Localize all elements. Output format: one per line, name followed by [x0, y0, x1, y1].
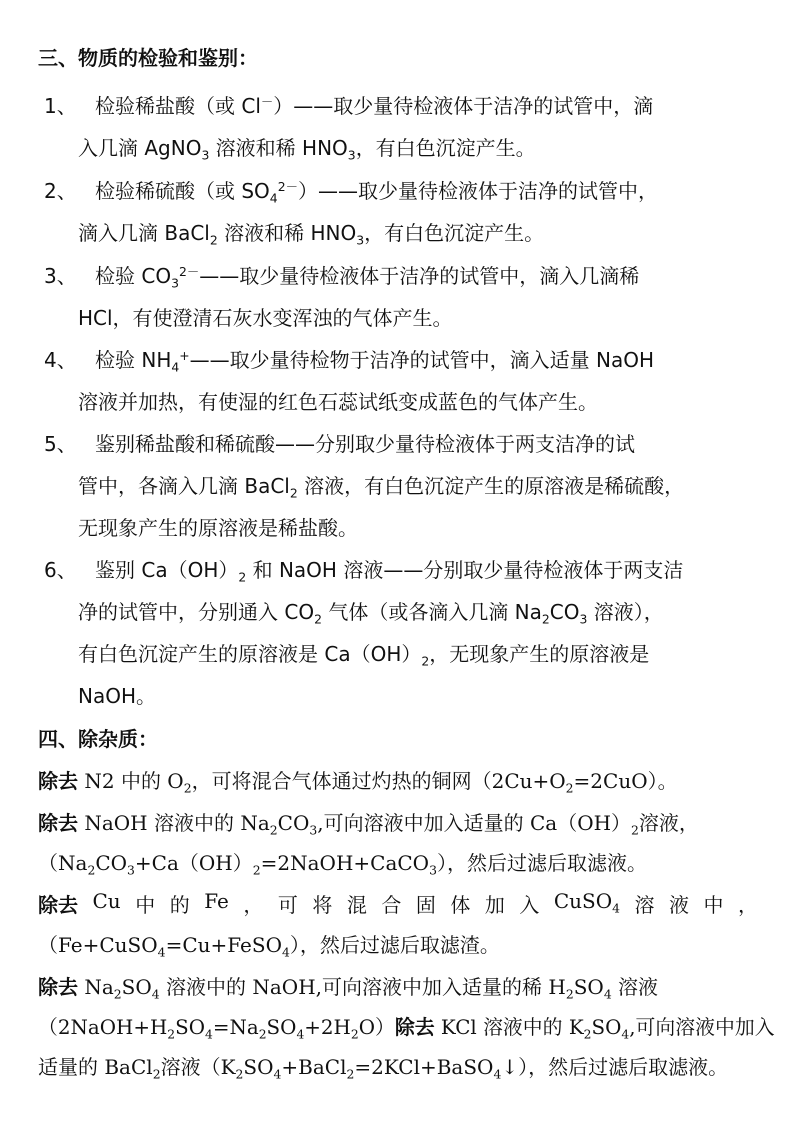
item-text-line: 鉴别稀盐酸和稀硫酸——分别取少量待检液体于两支洁净的试: [95, 432, 635, 456]
impurity-removal-paragraph: 除去 N2 中的 $O_2$，可将混合气体通过灼热的铜网$(2Cu+O_2=2CuO)$。: [38, 769, 678, 796]
item-number: 2、: [44, 179, 77, 203]
item-text-line: 管中，各滴入几滴 BaCl$_2$ 溶液，有白色沉淀产生的原溶液是稀硫酸，: [78, 474, 685, 501]
item-text-line: 检验稀盐酸（或 Cl－）——取少量待检液体于洁净的试管中，滴: [95, 94, 654, 118]
paragraph-line: $(2NaOH+H_2SO_4=Na_2SO_4+2H_2O)$除去 KCl 溶液中的 $K_2SO_4$,可向溶液中加入: [38, 1015, 775, 1042]
item-text-line: 检验 $NH_4^+——$取少量待检物于洁净的试管中，滴入适量 NaOH: [95, 348, 654, 375]
item-text-line: 检验稀硫酸（或 $SO_4^{2-})——$取少量待检液体于洁净的试管中，: [95, 179, 658, 206]
section4-heading: 四、除杂质：: [38, 727, 158, 751]
item-number: 6、: [44, 558, 77, 582]
item-text-line: HCl，有使澄清石灰水变浑浊的气体产生。: [78, 306, 453, 330]
item-text-line: NaOH。: [78, 684, 156, 708]
item-text-line: 鉴别 $Ca(OH)_2$ 和 NaOH 溶液——分别取少量待检液体于两支洁: [95, 558, 684, 585]
paragraph-line: 除去 Cu 中 的 Fe ， 可 将 混 合 固 体 加 入 CuSO$_4$ 溶 液 中 ，: [38, 889, 758, 917]
item-text-line: 滴入几滴 BaCl$_2$ 溶液和稀 $HNO_3$，有白色沉淀产生。: [78, 221, 545, 248]
item-text-line: 有白色沉淀产生的原溶液是 $Ca(OH)_2$，无现象产生的原溶液是: [78, 642, 650, 669]
item-text-line: 净的试管中，分别通入 $CO_2$ 气体（或各滴入几滴 $Na_2CO_3$ 溶液），: [78, 600, 664, 627]
item-number: 4、: [44, 348, 77, 372]
item-text-line: 入几滴 AgNO$_3$ 溶液和稀 $HNO_3$，有白色沉淀产生。: [78, 136, 536, 163]
item-number: 5、: [44, 432, 77, 456]
paragraph-line: （Fe+CuSO$_4$=Cu+FeSO$_4$），然后过滤后取滤渣。: [38, 933, 500, 960]
paragraph-line: 除去 $Na_2SO_4$ 溶液中的 NaOH,可向溶液中加入适量的稀 $H_2SO_4$ 溶液: [38, 975, 659, 1002]
item-text-line: 无现象产生的原溶液是稀盐酸。: [78, 516, 358, 540]
paragraph-line: 适量的 BaCl$_2$溶液$(K_2SO_4+BaCl_2=2KCl+BaSO_4↓)$，然后过滤后取滤液。: [38, 1055, 729, 1082]
item-text-line: 检验 $CO_3^{2-}——$取少量待检液体于洁净的试管中，滴入几滴稀: [95, 264, 640, 291]
item-number: 1、: [44, 94, 77, 118]
item-number: 3、: [44, 264, 77, 288]
paragraph-line: $(Na_2CO_3+Ca(OH)_2=2NaOH+CaCO_3)$，然后过滤后取滤液。: [38, 851, 647, 878]
section3-heading: 三、物质的检验和鉴别：: [38, 46, 258, 70]
item-text-line: 溶液并加热，有使湿的红色石蕊试纸变成蓝色的气体产生。: [78, 390, 598, 414]
paragraph-line: 除去 NaOH 溶液中的 $Na_2CO_3$,可向溶液中加入适量的 $Ca(OH)_2$溶液，: [38, 811, 699, 838]
